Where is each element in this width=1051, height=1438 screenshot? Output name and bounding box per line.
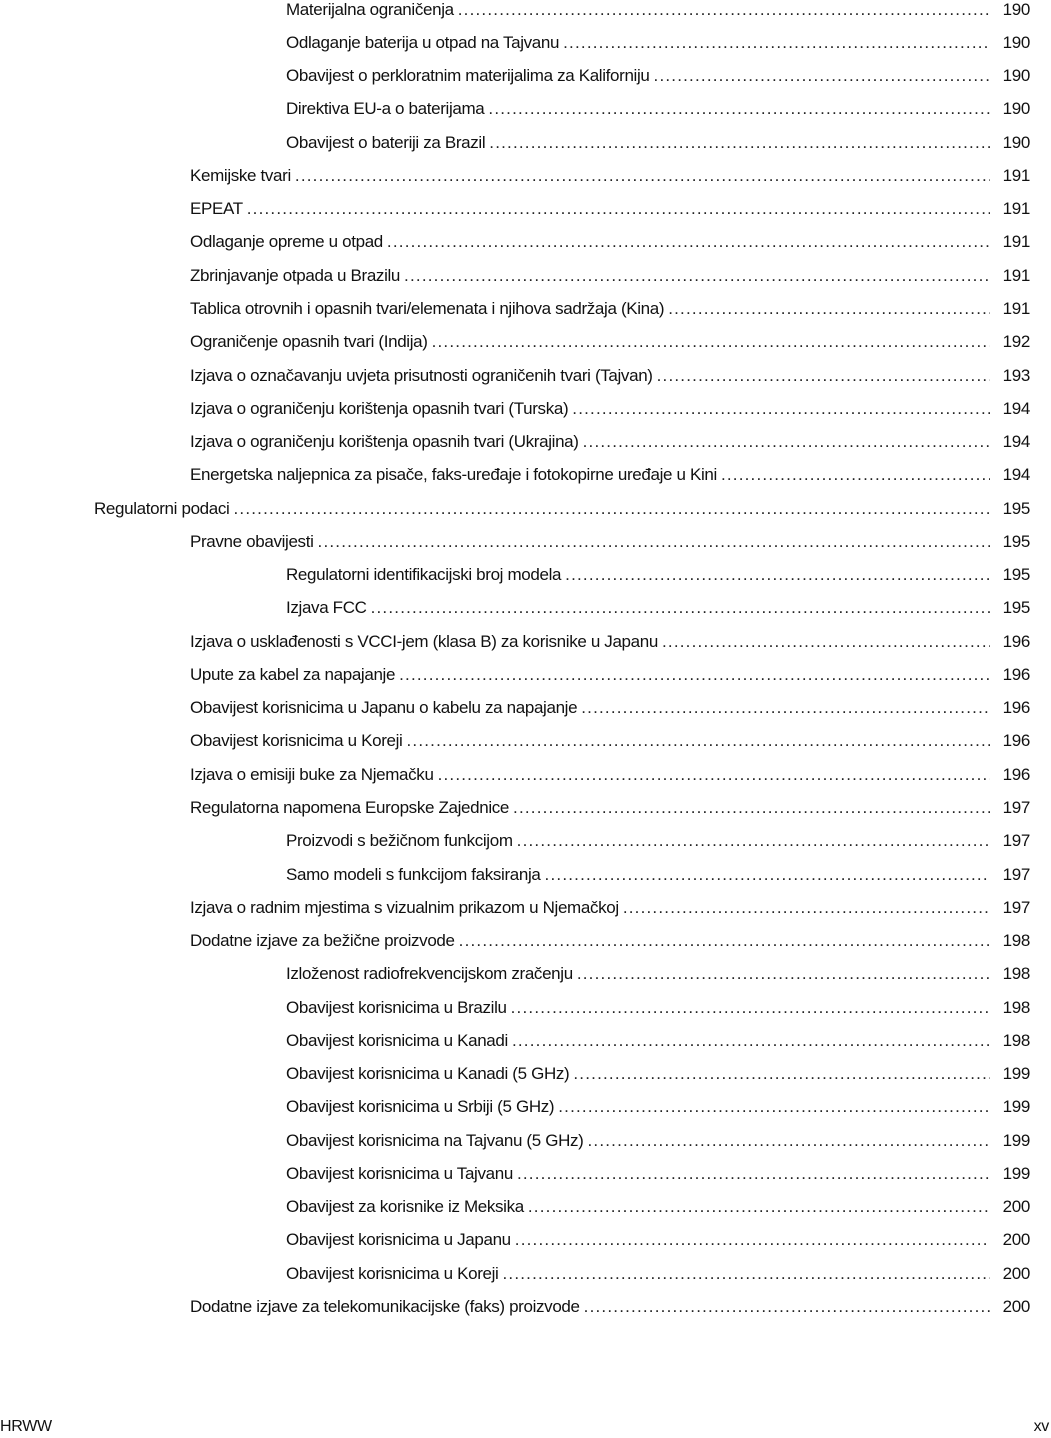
toc-entry-title[interactable]: Dodatne izjave za telekomunikacijske (faks) proizvode xyxy=(190,1296,580,1316)
toc-entry[interactable] xyxy=(0,1157,1051,1190)
toc-entry-title[interactable]: Obavijest za korisnike iz Meksika xyxy=(286,1197,524,1217)
toc-entry[interactable] xyxy=(0,1124,1051,1157)
toc-entry-page[interactable]: 194 xyxy=(1002,398,1030,418)
toc-entry-page[interactable]: 198 xyxy=(1002,964,1030,984)
toc-entry-title[interactable]: Kemijske tvari xyxy=(190,165,291,185)
dot-leader xyxy=(572,399,990,419)
toc-entry[interactable] xyxy=(0,924,1051,957)
toc-entry-title[interactable]: Regulatorni identifikacijski broj modela xyxy=(286,565,562,585)
dot-leader xyxy=(515,1230,990,1250)
toc-entry-title[interactable]: Regulatorni podaci xyxy=(94,498,230,518)
dot-leader xyxy=(581,698,990,718)
toc-entry[interactable] xyxy=(0,692,1051,725)
toc-entry-page[interactable]: 197 xyxy=(1002,897,1030,917)
toc-entry-title[interactable]: Pravne obavijesti xyxy=(190,531,314,551)
toc-entry[interactable] xyxy=(0,26,1051,59)
toc-entry-title[interactable]: Obavijest korisnicima u Japanu xyxy=(286,1230,511,1250)
toc-entry-page[interactable]: 196 xyxy=(1002,731,1030,751)
dot-leader xyxy=(545,865,990,885)
toc-entry[interactable] xyxy=(0,492,1051,525)
toc-entry-page[interactable]: 196 xyxy=(1002,631,1030,651)
toc-entry[interactable] xyxy=(0,791,1051,824)
toc-entry[interactable] xyxy=(0,93,1051,126)
toc-entry-title[interactable]: Izjava FCC xyxy=(286,598,367,618)
toc-entry[interactable] xyxy=(0,193,1051,226)
dot-leader xyxy=(662,632,990,652)
dot-leader xyxy=(528,1197,990,1217)
toc-entry-title[interactable]: Dodatne izjave za bežične proizvode xyxy=(190,931,455,951)
toc-entry-page[interactable]: 190 xyxy=(1002,0,1030,19)
toc-entry[interactable] xyxy=(0,226,1051,259)
toc-entry-title[interactable]: Zbrinjavanje otpada u Brazilu xyxy=(190,265,401,285)
dot-leader xyxy=(233,499,990,519)
toc-entry-page[interactable]: 192 xyxy=(1002,332,1030,352)
dot-leader xyxy=(432,332,990,352)
dot-leader xyxy=(489,133,990,153)
toc-entry[interactable] xyxy=(0,1290,1051,1323)
toc-entry-title[interactable]: Ograničenje opasnih tvari (Indija) xyxy=(190,332,428,352)
dot-leader xyxy=(371,598,990,618)
dot-leader xyxy=(558,1097,990,1117)
toc-entry-page[interactable]: 200 xyxy=(1002,1296,1030,1316)
dot-leader xyxy=(387,232,990,252)
toc-entry-title[interactable]: EPEAT xyxy=(190,199,243,219)
toc-entry[interactable] xyxy=(0,891,1051,924)
toc-entry[interactable] xyxy=(0,259,1051,292)
toc-entry[interactable] xyxy=(0,758,1051,791)
toc-entry[interactable] xyxy=(0,159,1051,192)
toc-entry-page[interactable]: 191 xyxy=(1002,299,1030,319)
dot-leader xyxy=(502,1264,990,1284)
toc-entry-title[interactable]: Obavijest o bateriji za Brazil xyxy=(286,132,486,152)
toc-entry-title[interactable]: Direktiva EU-a o baterijama xyxy=(286,99,485,119)
toc-entry-page[interactable]: 200 xyxy=(1002,1263,1030,1283)
toc-entry-page[interactable]: 190 xyxy=(1002,66,1030,86)
dot-leader xyxy=(583,432,990,452)
toc-entry[interactable] xyxy=(0,592,1051,625)
toc-entry[interactable] xyxy=(0,425,1051,458)
toc-entry-page[interactable]: 199 xyxy=(1002,1097,1030,1117)
toc-entry-page[interactable]: 199 xyxy=(1002,1130,1030,1150)
toc-entry-title[interactable]: Obavijest korisnicima u Tajvanu xyxy=(286,1163,513,1183)
toc-entry-title[interactable]: Obavijest korisnicima na Tajvanu (5 GHz) xyxy=(286,1130,584,1150)
toc-entry[interactable] xyxy=(0,1224,1051,1257)
toc-entry-title[interactable]: Obavijest korisnicima u Kanadi xyxy=(286,1030,508,1050)
toc-entry-page[interactable]: 195 xyxy=(1002,531,1030,551)
toc-entry-page[interactable]: 197 xyxy=(1002,864,1030,884)
toc-entry-page[interactable]: 200 xyxy=(1002,1197,1030,1217)
dot-leader xyxy=(512,1031,990,1051)
toc-entry[interactable] xyxy=(0,126,1051,159)
toc-entry-title[interactable]: Obavijest korisnicima u Brazilu xyxy=(286,997,507,1017)
footer-page-number: xv xyxy=(1033,1418,1049,1435)
toc-entry-title[interactable]: Izjava o radnim mjestima s vizualnim prikazom u Njemačkoj xyxy=(190,897,619,917)
dot-leader xyxy=(406,731,990,751)
toc-entry-page[interactable]: 199 xyxy=(1002,1163,1030,1183)
toc-entry-page[interactable]: 190 xyxy=(1002,32,1030,52)
toc-entry-page[interactable]: 197 xyxy=(1002,798,1030,817)
toc-entry-page[interactable]: 190 xyxy=(1002,132,1030,152)
dot-leader xyxy=(488,99,990,119)
toc-entry[interactable] xyxy=(0,459,1051,492)
dot-leader xyxy=(517,1164,990,1184)
toc-entry-title[interactable]: Proizvodi s bežičnom funkcijom xyxy=(286,831,513,851)
dot-leader xyxy=(247,199,990,219)
toc-entry[interactable] xyxy=(0,858,1051,891)
toc-entry-title[interactable]: Obavijest korisnicima u Koreji xyxy=(190,731,403,751)
dot-leader xyxy=(318,532,990,552)
toc-entry-title[interactable]: Izjava o usklađenosti s VCCI-jem (klasa B) za korisnike u Japanu xyxy=(190,631,658,651)
dot-leader xyxy=(587,1131,990,1151)
toc-entry-title[interactable]: Energetska naljepnica za pisače, faks-uređaje i fotokopirne uređaje u Kini xyxy=(190,465,717,485)
dot-leader xyxy=(584,1297,990,1317)
dot-leader xyxy=(563,33,990,53)
toc-entry-page[interactable]: 195 xyxy=(1002,565,1030,585)
toc-entry[interactable] xyxy=(0,392,1051,425)
toc-entry-title[interactable]: Izloženost radiofrekvencijskom zračenju xyxy=(286,964,573,984)
dot-leader xyxy=(668,299,990,319)
toc-entry-page[interactable]: 198 xyxy=(1002,1030,1030,1050)
toc-entry[interactable] xyxy=(0,60,1051,93)
dot-leader xyxy=(573,1064,990,1084)
toc-entry-title[interactable]: Materijalna ograničenja xyxy=(286,0,454,19)
dot-leader xyxy=(721,465,990,485)
dot-leader xyxy=(513,798,990,818)
dot-leader xyxy=(459,931,990,951)
toc-entry[interactable] xyxy=(0,1257,1051,1290)
toc-entry-title[interactable]: Obavijest korisnicima u Srbiji (5 GHz) xyxy=(286,1097,555,1117)
dot-leader xyxy=(577,964,990,984)
toc-entry-title[interactable]: Obavijest o perkloratnim materijalima za Kaliforniju xyxy=(286,66,650,86)
toc-entry-title[interactable]: Izjava o ograničenju korištenja opasnih tvari (Ukrajina) xyxy=(190,432,579,452)
toc-entry-page[interactable]: 198 xyxy=(1002,931,1030,951)
toc-entry-title[interactable]: Obavijest korisnicima u Kanadi (5 GHz) xyxy=(286,1064,570,1084)
dot-leader xyxy=(404,266,990,286)
toc-entry-title[interactable]: Izjava o emisiji buke za Njemačku xyxy=(190,764,434,784)
toc-entry-title[interactable]: Odlaganje baterija u otpad na Tajvanu xyxy=(286,32,560,52)
toc-entry-title[interactable]: Samo modeli s funkcijom faksiranja xyxy=(286,864,541,884)
toc-entry[interactable] xyxy=(0,1191,1051,1224)
dot-leader xyxy=(511,998,990,1018)
toc-entry[interactable] xyxy=(0,1091,1051,1124)
dot-leader xyxy=(565,565,990,585)
toc-entry[interactable] xyxy=(0,958,1051,991)
toc-entry-title[interactable]: Regulatorna napomena Europske Zajednice xyxy=(190,798,510,817)
toc-entry-title[interactable]: Upute za kabel za napajanje xyxy=(190,664,396,684)
dot-leader xyxy=(295,166,990,186)
toc-entry-page[interactable]: 198 xyxy=(1002,997,1030,1017)
toc-entry-page[interactable]: 191 xyxy=(1002,199,1030,219)
toc-entry[interactable] xyxy=(0,559,1051,592)
toc-entry-title[interactable]: Izjava o ograničenju korištenja opasnih tvari (Turska) xyxy=(190,398,569,418)
toc-entry-page[interactable]: 196 xyxy=(1002,764,1030,784)
toc-entry[interactable] xyxy=(0,625,1051,658)
dot-leader xyxy=(623,898,990,918)
toc-entry-page[interactable]: 197 xyxy=(1002,831,1030,851)
toc-entry[interactable] xyxy=(0,825,1051,858)
toc-entry-page[interactable]: 199 xyxy=(1002,1064,1030,1084)
dot-leader xyxy=(654,66,990,86)
toc-entry-page[interactable]: 191 xyxy=(1002,265,1030,285)
dot-leader xyxy=(517,831,990,851)
toc-entry[interactable] xyxy=(0,725,1051,758)
toc-entry-page[interactable]: 195 xyxy=(1002,598,1030,618)
toc-entry-page[interactable]: 194 xyxy=(1002,432,1030,452)
dot-leader xyxy=(657,366,990,386)
toc-entry[interactable] xyxy=(0,1058,1051,1091)
toc-entry[interactable] xyxy=(0,658,1051,691)
toc-entry[interactable] xyxy=(0,0,1051,26)
dot-leader xyxy=(399,665,990,685)
toc-entry[interactable] xyxy=(0,525,1051,558)
toc-entry-page[interactable]: 193 xyxy=(1002,365,1030,385)
toc-entry-page[interactable]: 191 xyxy=(1002,232,1030,252)
toc-entry-title[interactable]: Izjava o označavanju uvjeta prisutnosti ograničenih tvari (Tajvan) xyxy=(190,365,653,385)
toc-entry-page[interactable]: 196 xyxy=(1002,698,1030,718)
toc-entry[interactable] xyxy=(0,326,1051,359)
toc-entry-page[interactable]: 195 xyxy=(1002,498,1030,518)
toc-entry-page[interactable]: 194 xyxy=(1002,465,1030,485)
toc-entry[interactable] xyxy=(0,1024,1051,1057)
toc-entry[interactable] xyxy=(0,991,1051,1024)
toc-entry-title[interactable]: Obavijest korisnicima u Koreji xyxy=(286,1263,499,1283)
footer-doc-code: HRWW xyxy=(0,1418,52,1435)
toc-entry-title[interactable]: Tablica otrovnih i opasnih tvari/elemenata i njihova sadržaja (Kina) xyxy=(190,299,665,319)
toc-entry[interactable] xyxy=(0,359,1051,392)
toc-entry[interactable] xyxy=(0,292,1051,325)
toc-entry-title[interactable]: Obavijest korisnicima u Japanu o kabelu za napajanje xyxy=(190,698,578,718)
dot-leader xyxy=(458,0,990,20)
toc-entry-page[interactable]: 200 xyxy=(1002,1230,1030,1250)
toc-entry-page[interactable]: 196 xyxy=(1002,664,1030,684)
toc-entry-page[interactable]: 190 xyxy=(1002,99,1030,119)
dot-leader xyxy=(438,765,990,785)
toc-entry-title[interactable]: Odlaganje opreme u otpad xyxy=(190,232,383,252)
toc-entry-page[interactable]: 191 xyxy=(1002,165,1030,185)
